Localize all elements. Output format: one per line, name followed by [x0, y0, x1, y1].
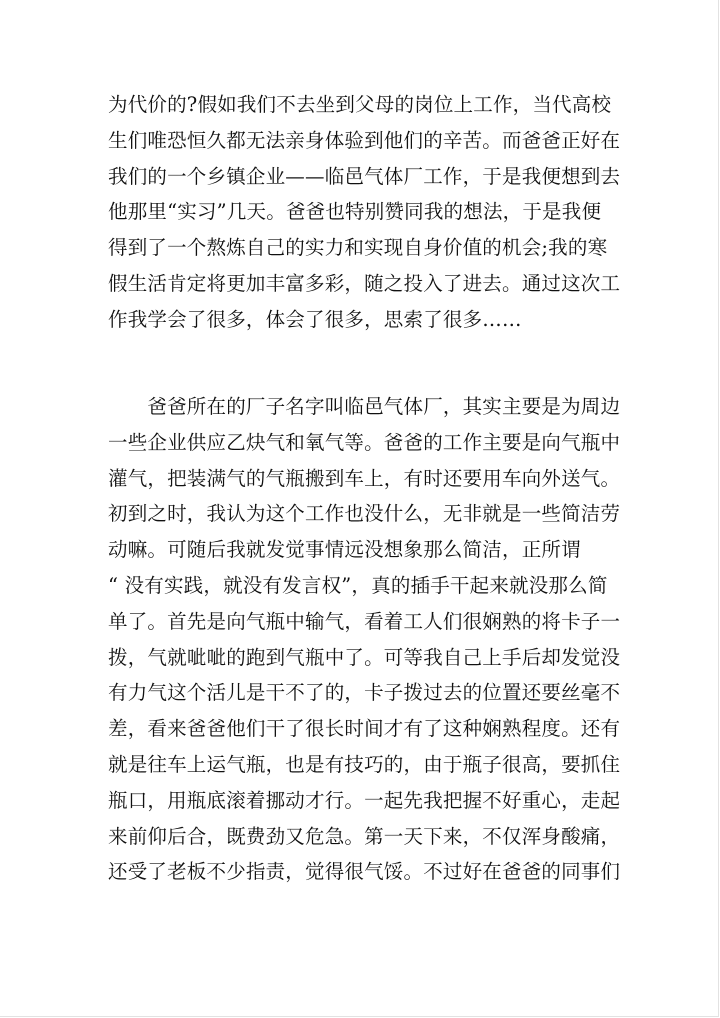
text-line: 还受了老板不少指责，觉得很气馁。不过好在爸爸的同事们	[108, 860, 621, 884]
text-line: 假生活肯定将更加丰富多彩，随之投入了进去。通过这次工	[108, 271, 621, 295]
text-line: 爸爸所在的厂子名字叫临邑气体厂，其实主要是为周边	[108, 395, 621, 418]
text-line: 来前仰后合，既费劲又危急。第一天下来，不仅浑身酸痛，	[108, 824, 621, 848]
text-line: 差，看来爸爸他们干了很长时间才有了这种娴熟程度。还有	[108, 717, 621, 741]
text-line: 他那里“实习”几天。爸爸也特别赞同我的想法，于是我便	[108, 200, 602, 224]
text-line: 单了。首先是向气瓶中输气，看着工人们很娴熟的将卡子一	[108, 609, 621, 633]
text-line: 灌气，把装满气的气瓶搬到车上，有时还要用车向外送气。	[108, 466, 621, 490]
text-line: 初到之时，我认为这个工作也没什么，无非就是一些简洁劳	[108, 502, 621, 526]
paragraph-2	[108, 389, 621, 890]
text-line: 生们唯恐恒久都无法亲身体验到他们的辛苦。而爸爸正好在	[108, 128, 621, 152]
text-line: 动嘛。可随后我就发觉事情远没想象那么简洁，正所谓	[108, 538, 581, 562]
text-line: 为代价的?假如我们不去坐到父母的岗位上工作，当代高校	[108, 93, 612, 116]
text-line: 一些企业供应乙炔气和氧气等。爸爸的工作主要是向气瓶中	[108, 430, 621, 454]
text-line: 就是往车上运气瓶，也是有技巧的，由于瓶子很高，要抓住	[108, 752, 621, 776]
text-line: 有力气这个活儿是干不了的，卡子拨过去的位置还要丝毫不	[108, 681, 621, 705]
text-line: 瓶口，用瓶底滚着挪动才行。一起先我把握不好重心，走起	[108, 788, 621, 812]
text-line: “ 没有实践，就没有发言权”，真的插手干起来就没那么简	[108, 573, 608, 597]
paragraph-1	[108, 87, 621, 338]
text-line: 拨，气就呲呲的跑到气瓶中了。可等我自己上手后却发觉没	[108, 645, 621, 669]
text-line: 得到了一个熬炼自己的实力和实现自身价值的机会;我的寒	[108, 236, 608, 260]
text-line: 我们的一个乡镇企业——临邑气体厂工作，于是我便想到去	[108, 164, 621, 188]
text-line: 作我学会了很多，体会了很多，思索了很多……	[108, 307, 522, 331]
